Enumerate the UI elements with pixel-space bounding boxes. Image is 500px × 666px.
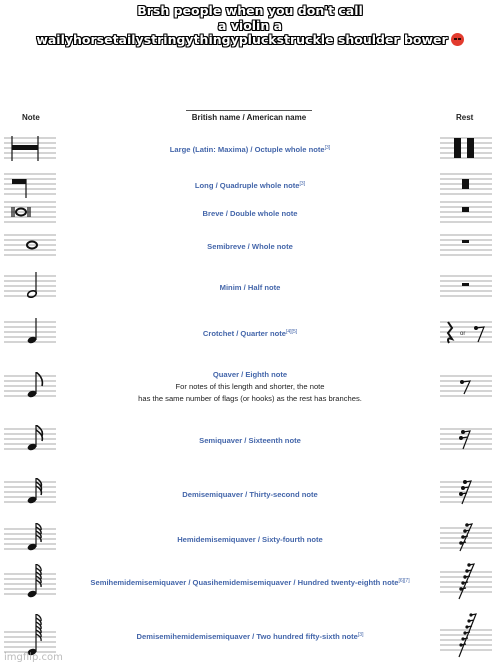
demisemiquaver-rest-symbol xyxy=(440,478,492,506)
row-long-name: Long / Quadruple whole note[3] xyxy=(194,181,306,190)
row-minim-name: Minim / Half note xyxy=(219,283,281,292)
angry-face-icon xyxy=(451,33,464,46)
caption-line-1: Brsh people when you don't call xyxy=(137,3,363,18)
hemidemisemiquaver-rest-symbol xyxy=(440,522,492,550)
name-column-header: British name / American name xyxy=(186,110,312,122)
semibreve-rest-symbol xyxy=(440,231,492,259)
row-hemidemisemiquaver-name: Hemidemisemiquaver / Sixty-fourth note xyxy=(177,535,323,544)
large-rest-symbol xyxy=(440,134,492,162)
breve-rest-symbol xyxy=(440,198,492,226)
semibreve-note-symbol xyxy=(4,231,56,259)
caption-line-3: wailyhorsetailystringythingypluckstruckle shoulder bower xyxy=(0,33,500,48)
row-large-name: Large (Latin: Maxima) / Octuple whole note[3] xyxy=(169,145,331,154)
semihemidemisemiquaver-note-symbol xyxy=(4,564,56,592)
row-demisemiquaver-name: Demisemiquaver / Thirty-second note xyxy=(182,490,318,499)
row-semibreve-name: Semibreve / Whole note xyxy=(207,242,293,251)
imgflip-watermark: imgflip.com xyxy=(4,652,63,663)
caption-line-2: a violin a xyxy=(217,17,283,33)
note-column-header: Note xyxy=(22,113,40,122)
quaver-note-symbol xyxy=(4,372,56,400)
semiquaver-rest-symbol xyxy=(440,425,492,453)
hemidemisemiquaver-note-symbol xyxy=(4,523,56,551)
row-crotchet-name: Crotchet / Quarter note[4][5] xyxy=(202,329,298,338)
crotchet-rest-symbol xyxy=(440,318,492,346)
quaver-note-line-2: has the same number of flags (or hooks) as the rest has branches. xyxy=(138,394,362,403)
demisemiquaver-note-symbol xyxy=(4,478,56,506)
rest-column-header: Rest xyxy=(456,113,474,122)
quaver-rest-symbol xyxy=(440,372,492,400)
meme-caption xyxy=(0,4,500,48)
row-semihemidemisemiquaver-name: Semihemidemisemiquaver / Quasihemidemisemiquaver / Hundred twenty-eighth note[6][7] xyxy=(90,578,410,587)
semiquaver-note-symbol xyxy=(4,425,56,453)
or-label: or xyxy=(460,331,466,337)
quaver-note-line-1: For notes of this length and shorter, the note xyxy=(175,382,325,391)
minim-rest-symbol xyxy=(440,272,492,300)
long-note-symbol xyxy=(4,170,56,198)
row-quaver-name: Quaver / Eighth note xyxy=(212,370,288,379)
semihemidemisemiquaver-rest-symbol xyxy=(440,562,492,590)
minim-note-symbol xyxy=(4,272,56,300)
crotchet-note-symbol xyxy=(4,318,56,346)
row-breve-name: Breve / Double whole note xyxy=(202,209,298,218)
breve-note-symbol xyxy=(4,198,56,226)
demisemihemidemisemiquaver-note-symbol xyxy=(4,614,56,642)
row-demisemihemidemisemiquaver-name: Demisemihemidemisemiquaver / Two hundred fifty-sixth note[3] xyxy=(136,632,364,641)
row-semiquaver-name: Semiquaver / Sixteenth note xyxy=(199,436,301,445)
long-rest-symbol xyxy=(440,170,492,198)
large-note-symbol xyxy=(4,134,56,162)
demisemihemidemisemiquaver-rest-symbol xyxy=(440,612,492,640)
